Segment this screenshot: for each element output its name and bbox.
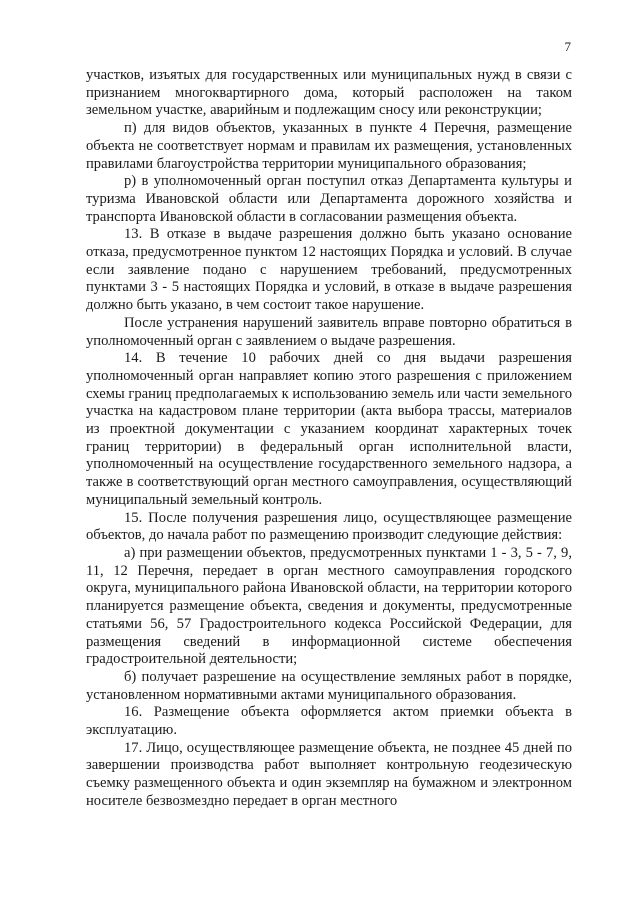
paragraph-item-14: 14. В течение 10 рабочих дней со дня выдачи разрешения уполномоченный орган направляет копию этого разрешения с приложением схемы границ предполагаемых к использованию земель или части земельного участка на кадастровом плане территории (акта выбора трассы, материалов из проектной документации с указанием координат характерных точек границ территории) в федеральный орган исполнительной власти, уполномоченный на осуществление государственного земельного надзора, а также в соответствующий орган местного самоуправления, осуществляющий муниципальный земельный контроль. [86,350,572,508]
document-body [86,67,572,811]
paragraph-item-17: 17. Лицо, осуществляющее размещение объекта, не позднее 45 дней по завершении производства работ выполняет контрольную геодезическую съемку размещенного объекта и один экземпляр на бумажном и электронном носителе безвозмездно передает в орган местного [86,739,572,809]
paragraph-item-13: 13. В отказе в выдаче разрешения должно быть указано основание отказа, предусмотренное пунктом 12 настоящих Порядка и условий. В случае если заявление подано с нарушением требований, предусмотренных пунктами 3 - 5 настоящих Порядка и условий, в отказе в выдаче разрешения должно быть указано, в чем состоит такое нарушение. [86,226,572,314]
paragraph-subitem-b: б) получает разрешение на осуществление земляных работ в порядке, установленном нормативными актами муниципального образования. [86,668,572,703]
paragraph-item-13-resubmission: После устранения нарушений заявитель вправе повторно обратиться в уполномоченный орган с заявлением о выдаче разрешения. [86,314,572,349]
paragraph-item-16: 16. Размещение объекта оформляется актом приемки объекта в эксплуатацию. [86,704,572,739]
paragraph-subitem-p: п) для видов объектов, указанных в пункте 4 Перечня, размещение объекта не соответствует нормам и правилам их размещения, установленных правилами благоустройства территории муниципального образования; [86,120,572,172]
paragraph-continuation: участков, изъятых для государственных или муниципальных нужд в связи с признанием многоквартирного дома, который расположен на таком земельном участке, аварийным и подлежащим сносу или реконструкции; [86,67,572,119]
paragraph-subitem-a: а) при размещении объектов, предусмотренных пунктами 1 - 3, 5 - 7, 9, 11, 12 Перечня, передает в орган местного самоуправления городского округа, муниципального района Ивановской области, на территории которого планируется размещение объекта, сведения и документы, предусмотренные статьями 56, 57 Градостроительного кодекса Российской Федерации, для размещения сведений в информационной системе обеспечения градостроительной деятельности; [86,544,572,668]
paragraph-item-15: 15. После получения разрешения лицо, осуществляющее размещение объектов, до начала работ по размещению производит следующие действия: [86,509,572,544]
page-number: 7 [564,39,571,54]
paragraph-subitem-r: р) в уполномоченный орган поступил отказ Департамента культуры и туризма Ивановской области или Департамента дорожного хозяйства и транспорта Ивановской области в согласовании размещения объекта. [86,173,572,225]
